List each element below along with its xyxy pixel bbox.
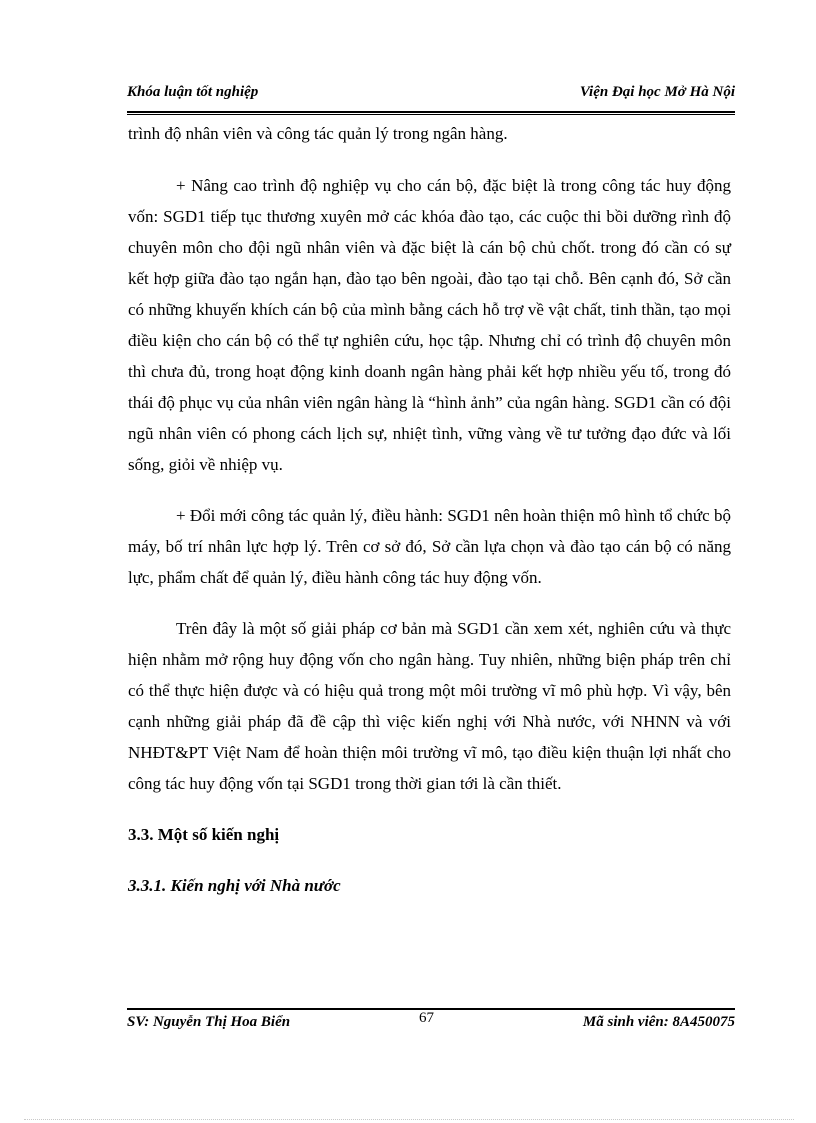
page-footer (127, 1010, 735, 1040)
paragraph-continuation: trình độ nhân viên và công tác quản lý trong ngân hàng. (128, 124, 508, 143)
footer-student-id: Mã sinh viên: 8A450075 (582, 1014, 735, 1030)
paragraph-summary: Trên đây là một số giải pháp cơ bản mà SGD1 cần xem xét, nghiên cứu và thực hiện nhằm mở rộng huy động vốn cho ngân hàng. Tuy nhiên, những biện pháp trên chỉ có thể thực hiện được và có hiệu quả trong một môi trường vĩ mô phù hợp. Vì vậy, bên cạnh những giải pháp đã đề cập thì việc kiến nghị với Nhà nước, với NHNN và với NHĐT&PT Việt Nam để hoàn thiện môi trường vĩ mô, tạo điều kiện thuận lợi nhất cho công tác huy động vốn tại SGD1 trong thời gian tới là cần thiết. (128, 619, 731, 793)
header-institution: Viện Đại học Mở Hà Nội (579, 84, 735, 100)
header-divider-thin (127, 114, 735, 115)
page-number: 67 (419, 1010, 434, 1026)
footer-student-name: SV: Nguyễn Thị Hoa Biển (127, 1014, 291, 1030)
subsection-heading: 3.3.1. Kiến nghị với Nhà nước (128, 876, 341, 895)
document-body (128, 118, 731, 901)
section-heading: 3.3. Một số kiến nghị (128, 825, 280, 844)
page-header (127, 80, 735, 106)
header-divider (127, 111, 735, 113)
paragraph-training: + Nâng cao trình độ nghiệp vụ cho cán bộ, đặc biệt là trong công tác huy động vốn: SGD1 tiếp tục thương xuyên mở các khóa đào tạo, các cuộc thi bồi dưỡng rình độ chuyên môn cho đội ngũ nhân viên và đặc biệt là cán bộ chủ chốt. trong đó cần có sự kết hợp giữa đào tạo ngắn hạn, đào tạo bên ngoài, đào tạo tại chỗ. Bên cạnh đó, Sở cần có những khuyến khích cán bộ của mình bằng cách hỗ trợ về vật chất, tinh thần, tạo mọi điều kiện cho cán bộ có thể tự nghiên cứu, học tập. Nhưng chỉ có trình độ chuyên môn thì chưa đủ, trong hoạt động kinh doanh ngân hàng phải kết hợp nhiều yếu tố, trong đó thái độ phục vụ của nhân viên ngân hàng là “hình ảnh” của ngân hàng. SGD1 cần có đội ngũ nhân viên có phong cách lịch sự, nhiệt tình, vững vàng về tư tưởng đạo đức và lối sống, giỏi về nhiệp vụ. (128, 176, 731, 474)
page-edge-divider (24, 1119, 794, 1120)
paragraph-management: + Đổi mới công tác quản lý, điều hành: SGD1 nên hoàn thiện mô hình tổ chức bộ máy, bố trí nhân lực hợp lý. Trên cơ sở đó, Sở cần lựa chọn và đào tạo cán bộ có năng lực, phẩm chất để quản lý, điều hành công tác huy động vốn. (128, 506, 731, 587)
header-thesis-title: Khóa luận tốt nghiệp (127, 84, 259, 100)
